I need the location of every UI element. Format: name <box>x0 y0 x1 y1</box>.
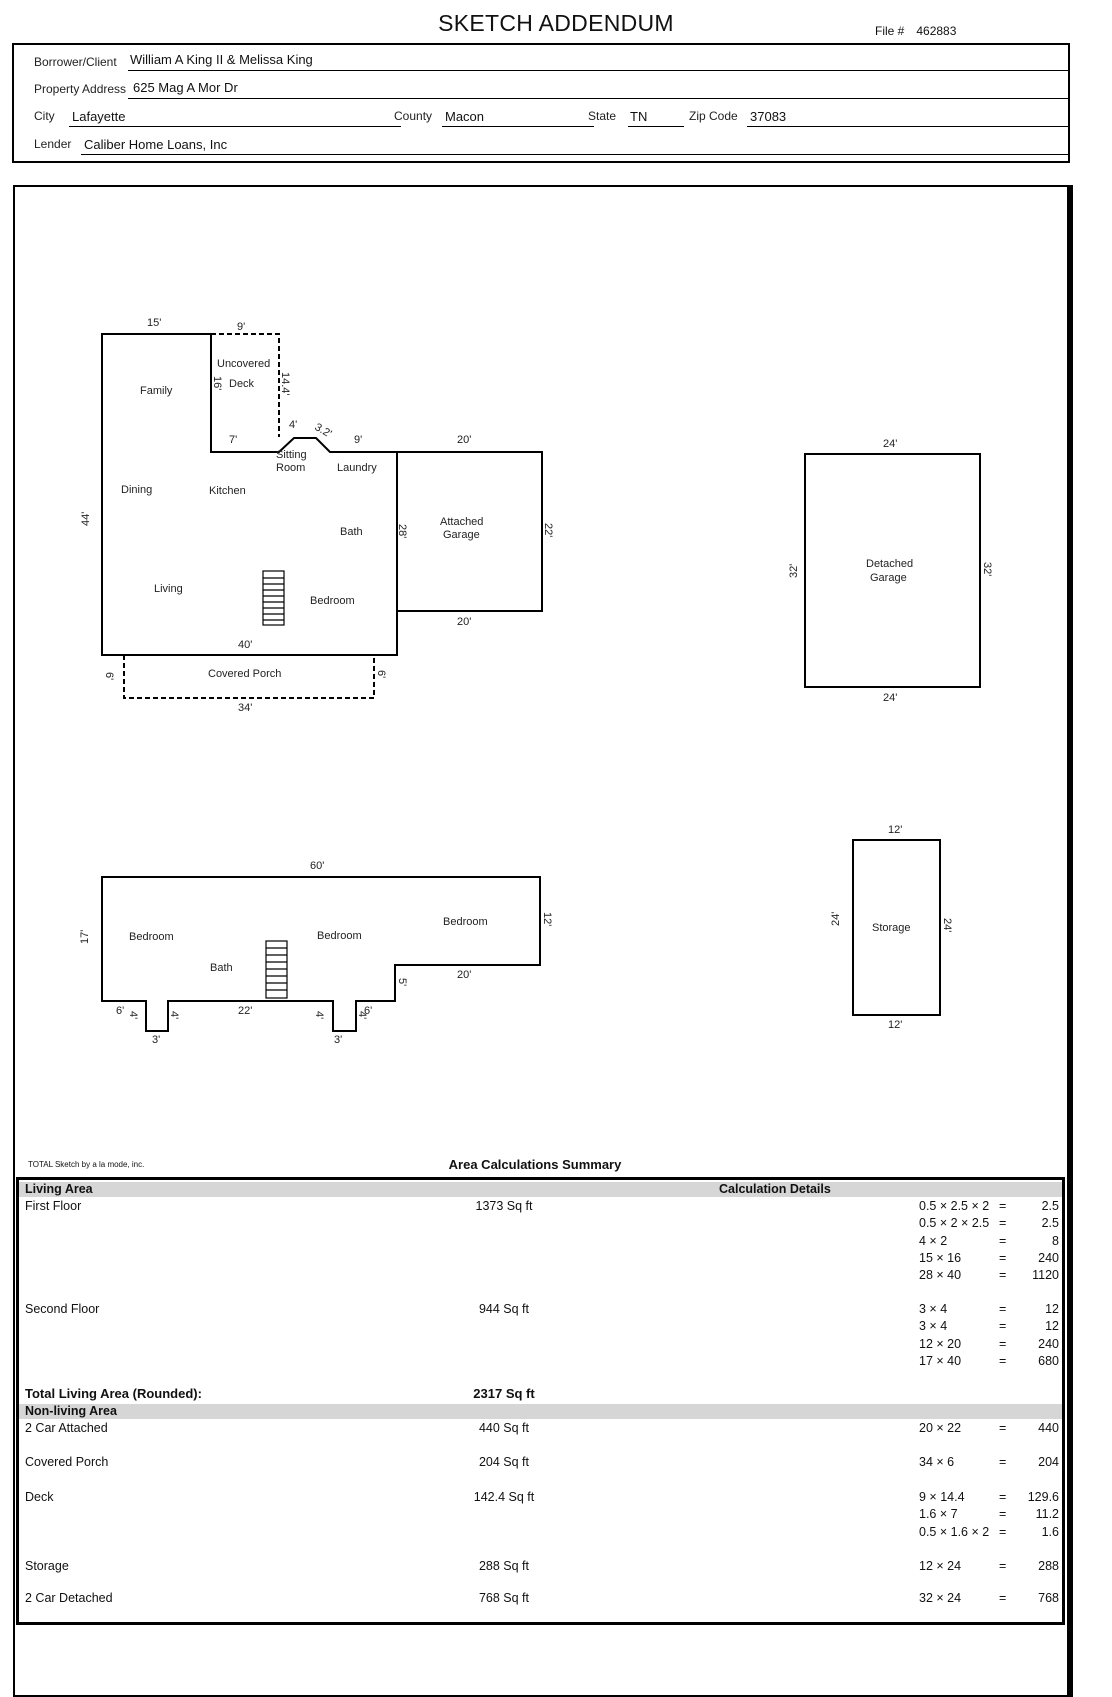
calc-res: 204 <box>1038 1455 1059 1469</box>
room-label-covered-porch: Covered Porch <box>208 668 282 680</box>
row-first-floor-label: First Floor <box>25 1199 82 1213</box>
dim-garage-bottom: 20' <box>457 616 472 628</box>
calc-eq: = <box>999 1421 1007 1435</box>
calc-row <box>919 1490 1059 1507</box>
dim-deck-right: 14.4' <box>279 372 291 396</box>
dim-sf-b1-3: 3' <box>152 1034 161 1046</box>
calc-eq: = <box>999 1524 1007 1539</box>
area-calculations-summary <box>16 1177 1065 1625</box>
calc-eq: = <box>999 1336 1007 1351</box>
dim-garage-right: 22' <box>542 523 554 538</box>
calc-eq: = <box>999 1233 1007 1248</box>
calc-expr: 0.5 × 1.6 × 2 <box>919 1524 990 1539</box>
room-label-living: Living <box>154 583 183 595</box>
calc-eq: = <box>999 1591 1007 1605</box>
dim-porch-left: 6' <box>103 672 115 681</box>
row-attached-label: 2 Car Attached <box>25 1421 108 1435</box>
room-label-bedroom-1: Bedroom <box>129 931 174 943</box>
dim-bath-right: 28' <box>396 524 408 539</box>
total-living-area: 2317 Sq ft <box>473 1386 535 1401</box>
row-second-floor-label: Second Floor <box>25 1302 100 1316</box>
dim-bottom: 40' <box>238 639 253 651</box>
stairs-first-floor <box>263 571 284 625</box>
calc-res: 768 <box>1038 1591 1059 1605</box>
living-area-header: Living Area <box>25 1182 93 1196</box>
dim-laundry-top: 9' <box>354 434 363 446</box>
room-label-detached: Detached <box>866 558 914 570</box>
calc-row <box>919 1337 1059 1354</box>
calc-row <box>919 1507 1059 1524</box>
dim-garage-top: 20' <box>457 434 472 446</box>
dim-storage-bottom: 12' <box>888 1019 903 1031</box>
room-label-attached: Attached <box>440 516 484 528</box>
state-value: TN <box>630 109 648 124</box>
dim-sf-b2-6: 6' <box>364 1005 373 1017</box>
calc-row <box>919 1591 1059 1608</box>
dim-sf-b2-4a: 4' <box>313 1011 325 1020</box>
city-value: Lafayette <box>72 109 126 124</box>
row-second-floor-area: 944 Sq ft <box>478 1302 530 1316</box>
room-label-uncovered: Uncovered <box>217 358 271 370</box>
calc-expr: 12 × 20 <box>919 1336 962 1351</box>
page-title: SKETCH ADDENDUM <box>438 10 674 36</box>
calc-expr: 4 × 2 <box>919 1233 948 1248</box>
dim-sitting-top: 4' <box>289 419 298 431</box>
calc-res: 240 <box>1038 1336 1059 1351</box>
calc-row <box>919 1302 1059 1319</box>
dim-sf-b1-6: 6' <box>116 1005 125 1017</box>
calc-row <box>919 1199 1059 1216</box>
room-label-bath-2: Bath <box>210 962 233 974</box>
county-label: County <box>394 109 433 123</box>
calculation-details-header: Calculation Details <box>719 1182 831 1196</box>
stairs-second-floor <box>266 941 287 998</box>
row-deck-label: Deck <box>25 1490 54 1504</box>
calc-expr: 3 × 4 <box>919 1302 948 1316</box>
dim-sf-right: 12' <box>541 912 553 927</box>
calc-expr: 0.5 × 2.5 × 2 <box>919 1199 990 1213</box>
room-label-room: Room <box>276 462 306 474</box>
calc-row <box>919 1216 1059 1233</box>
dim-detached-left: 32' <box>788 563 800 578</box>
dim-sf-b1-4b: 4' <box>168 1011 180 1020</box>
lender-label: Lender <box>34 137 72 151</box>
calc-expr: 20 × 22 <box>919 1421 962 1435</box>
dim-deck-bottom: 7' <box>229 434 238 446</box>
row-storage-area: 288 Sq ft <box>478 1559 530 1573</box>
dim-top-left: 15' <box>147 317 162 329</box>
calc-expr: 17 × 40 <box>919 1353 962 1368</box>
room-label-garage: Garage <box>443 529 480 541</box>
calc-row <box>919 1421 1059 1438</box>
room-label-family: Family <box>140 385 173 397</box>
calc-res: 240 <box>1038 1250 1059 1265</box>
calc-eq: = <box>999 1302 1007 1316</box>
room-label-laundry: Laundry <box>337 462 377 474</box>
calc-row <box>919 1234 1059 1251</box>
calc-row <box>919 1455 1059 1472</box>
dim-deck-left: 16' <box>211 376 223 391</box>
calc-expr: 0.5 × 2 × 2.5 <box>919 1216 990 1231</box>
room-label-dining: Dining <box>121 484 153 496</box>
dim-detached-bottom: 24' <box>883 692 898 704</box>
calc-row <box>919 1251 1059 1268</box>
row-storage-label: Storage <box>25 1559 69 1573</box>
calc-res: 2.5 <box>1041 1216 1059 1231</box>
dim-sf-step-height: 5' <box>396 978 408 987</box>
row-deck-area: 142.4 Sq ft <box>473 1490 535 1504</box>
calc-expr: 3 × 4 <box>919 1319 948 1334</box>
county-value: Macon <box>445 109 485 124</box>
room-label-storage: Storage <box>872 922 911 934</box>
calc-expr: 28 × 40 <box>919 1268 962 1283</box>
calc-row <box>919 1354 1059 1371</box>
calc-res: 288 <box>1038 1559 1059 1573</box>
dim-storage-right: 24' <box>941 918 953 933</box>
second-floor-outline <box>102 877 540 1031</box>
dim-detached-top: 24' <box>883 438 898 450</box>
zip-value: 37083 <box>750 109 787 124</box>
dim-porch-right: 6' <box>375 670 387 679</box>
dim-storage-top: 12' <box>888 824 903 836</box>
lender-value: Caliber Home Loans, Inc <box>84 137 228 152</box>
city-label: City <box>34 109 55 123</box>
calc-expr: 12 × 24 <box>919 1559 962 1573</box>
calc-res: 680 <box>1038 1353 1059 1368</box>
calc-eq: = <box>999 1319 1007 1334</box>
row-porch-area: 204 Sq ft <box>478 1455 530 1469</box>
dim-sf-b1-4a: 4' <box>127 1011 139 1020</box>
calc-expr: 32 × 24 <box>919 1591 962 1605</box>
dim-sf-top: 60' <box>310 860 325 872</box>
calc-expr: 15 × 16 <box>919 1250 962 1265</box>
calc-row <box>919 1319 1059 1336</box>
dim-storage-left: 24' <box>830 911 842 926</box>
file-number-label: File # <box>875 24 905 38</box>
detached-garage-outline <box>805 454 980 687</box>
room-label-deck: Deck <box>229 378 255 390</box>
row-porch-label: Covered Porch <box>25 1455 109 1469</box>
calc-expr: 9 × 14.4 <box>919 1490 965 1504</box>
dim-sf-left: 17' <box>79 929 91 944</box>
room-label-kitchen: Kitchen <box>209 485 246 497</box>
dim-deck-top: 9' <box>237 321 246 333</box>
room-label-bedroom-3: Bedroom <box>443 916 488 928</box>
calc-row <box>919 1268 1059 1285</box>
calc-res: 129.6 <box>1027 1490 1059 1504</box>
nonliving-area-header: Non-living Area <box>25 1404 117 1418</box>
calc-res: 12 <box>1045 1319 1059 1334</box>
file-number-value: 462883 <box>916 24 957 38</box>
nonliving-area-band <box>19 1404 1062 1419</box>
software-credit: TOTAL Sketch by a la mode, inc. <box>28 1160 145 1169</box>
borrower-value: William A King II & Melissa King <box>130 52 313 67</box>
calc-res: 1.6 <box>1041 1524 1059 1539</box>
calc-eq: = <box>999 1559 1007 1573</box>
calc-row <box>919 1525 1059 1542</box>
calc-eq: = <box>999 1507 1007 1522</box>
living-area-band <box>19 1182 1062 1197</box>
calc-eq: = <box>999 1250 1007 1265</box>
room-label-bedroom: Bedroom <box>310 595 355 607</box>
calc-expr: 34 × 6 <box>919 1455 955 1469</box>
calc-res: 2.5 <box>1041 1199 1059 1213</box>
room-label-sitting: Sitting <box>276 449 307 461</box>
calc-eq: = <box>999 1216 1007 1231</box>
row-attached-area: 440 Sq ft <box>478 1421 530 1435</box>
dim-left: 44' <box>80 511 92 526</box>
calc-res: 11.2 <box>1035 1507 1059 1522</box>
room-label-detached-garage: Garage <box>870 572 907 584</box>
dim-porch-bottom: 34' <box>238 702 253 714</box>
dim-sf-b2-4b: 4' <box>356 1011 368 1020</box>
calc-eq: = <box>999 1455 1007 1469</box>
calc-row <box>919 1559 1059 1576</box>
dim-sf-b2-3: 3' <box>334 1034 343 1046</box>
total-living-label: Total Living Area (Rounded): <box>25 1386 202 1401</box>
calc-res: 8 <box>1052 1233 1059 1248</box>
room-label-bedroom-2: Bedroom <box>317 930 362 942</box>
calc-eq: = <box>999 1199 1007 1213</box>
zip-label: Zip Code <box>689 109 738 123</box>
summary-title: Area Calculations Summary <box>448 1157 622 1172</box>
calc-expr: 1.6 × 7 <box>919 1507 958 1522</box>
calc-res: 12 <box>1045 1302 1059 1316</box>
calc-res: 1120 <box>1032 1268 1059 1283</box>
row-detached-label: 2 Car Detached <box>25 1591 113 1605</box>
state-label: State <box>588 109 617 123</box>
row-first-floor-area: 1373 Sq ft <box>475 1199 533 1213</box>
calc-eq: = <box>999 1268 1007 1283</box>
dim-sitting-diag: 3.2' <box>312 421 334 441</box>
dim-sf-step-width: 20' <box>457 969 472 981</box>
address-label: Property Address <box>34 82 127 96</box>
row-detached-area: 768 Sq ft <box>478 1591 530 1605</box>
dim-sf-mid: 22' <box>238 1005 253 1017</box>
address-value: 625 Mag A Mor Dr <box>133 80 238 95</box>
dim-detached-right: 32' <box>981 562 993 577</box>
borrower-label: Borrower/Client <box>34 55 117 69</box>
room-label-bath: Bath <box>340 526 363 538</box>
calc-res: 440 <box>1038 1421 1059 1435</box>
calc-eq: = <box>999 1490 1007 1504</box>
calc-eq: = <box>999 1353 1007 1368</box>
